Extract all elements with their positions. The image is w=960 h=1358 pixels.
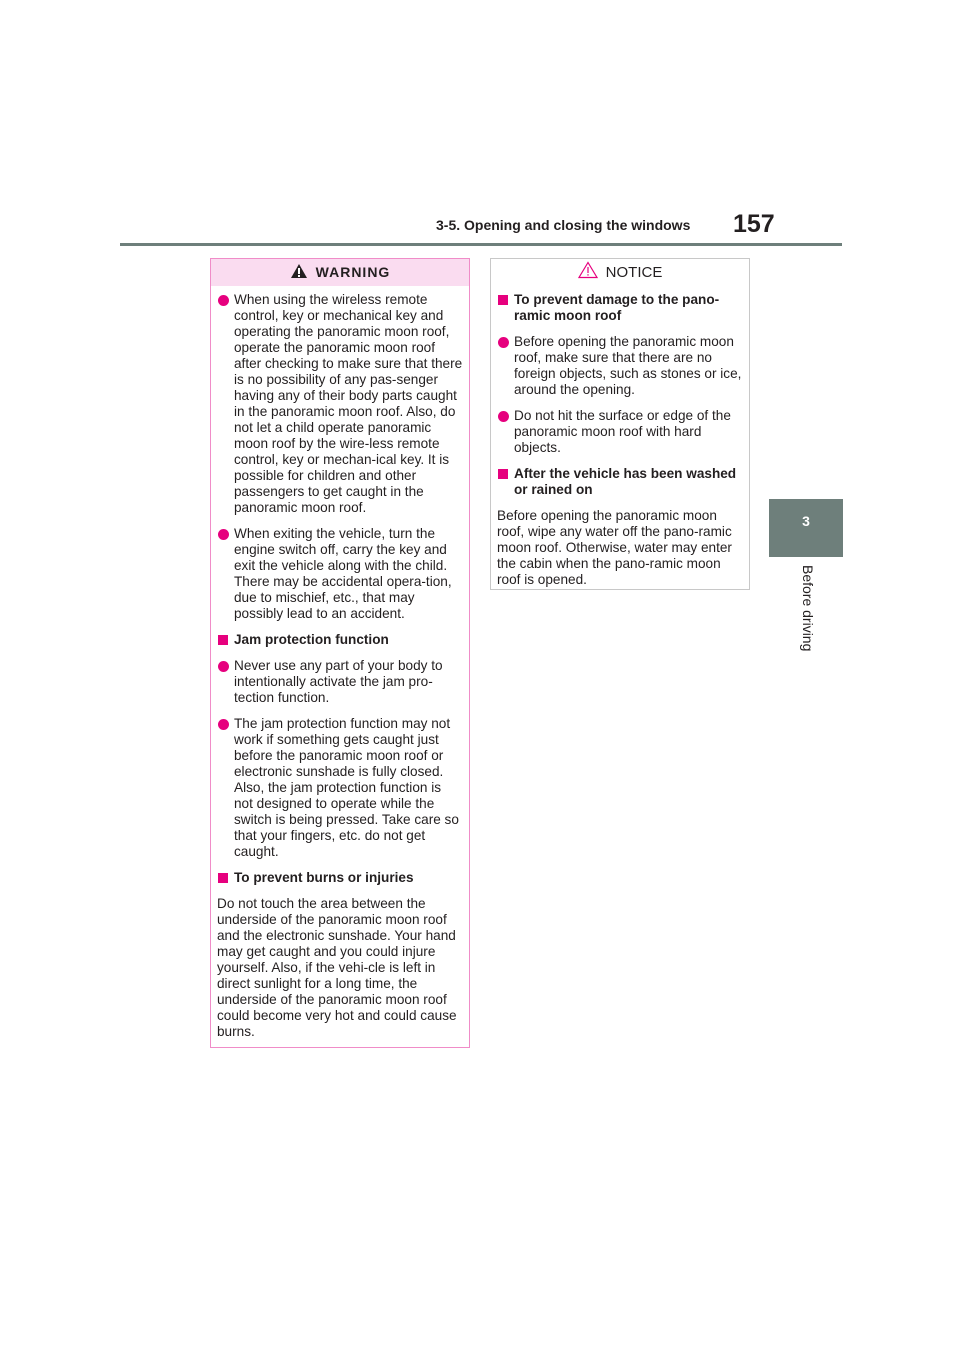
warning-item: [217, 526, 463, 622]
bullet-icon: [218, 295, 229, 306]
bullet-icon: [218, 529, 229, 540]
washed-heading-text: After the vehicle has been washed or rained on: [514, 466, 737, 497]
warning-box: [210, 258, 470, 1048]
damage-item-text: Before opening the panoramic moon roof, make sure that there are no foreign objects, such as stones or ice, around the opening.: [514, 334, 742, 397]
bullet-icon: [218, 719, 229, 730]
jam-item-text: The jam protection function may not work if something gets caught just before the panoramic moon roof or electronic sunshade is fully closed. Also, the jam protection function is not designed to operate while the switch is being pressed. Take care so that your fingers, etc. do not get caught.: [234, 716, 459, 859]
bullet-icon: [218, 661, 229, 672]
jam-item: [217, 716, 463, 860]
washed-heading: [497, 466, 743, 498]
burns-heading: [217, 870, 463, 886]
warning-item-text: When using the wireless remote control, key or mechanical key and operating the panoramic moon roof, operate the panoramic moon roof after checking to make sure that there is no possibility of any pas-senger having any of their body parts caught in the panoramic moon roof. Also, do not let a child operate panoramic moon roof by the wire-less remote control, key or mechan-ical key. It is possible for children and other passengers to get caught in the panoramic moon roof.: [234, 292, 463, 515]
square-bullet-icon: [218, 873, 228, 883]
notice-header: [491, 259, 749, 286]
square-bullet-icon: [498, 469, 508, 479]
notice-title: NOTICE: [605, 264, 663, 281]
caution-triangle-icon: [578, 261, 598, 288]
damage-heading-text: To prevent damage to the pano-ramic moon roof: [514, 292, 720, 323]
warning-body: [211, 286, 469, 1040]
notice-body: [491, 286, 749, 588]
warning-triangle-icon: [290, 261, 308, 288]
damage-item: [497, 334, 743, 398]
section-title: 3-5. Opening and closing the windows: [436, 217, 691, 233]
page-number: 157: [733, 210, 775, 238]
warning-title: WARNING: [315, 264, 391, 280]
warning-header: [211, 259, 469, 286]
square-bullet-icon: [498, 295, 508, 305]
warning-item-text: When exiting the vehicle, turn the engine switch off, carry the key and exit the vehicle along with the child. There may be accidental opera-tion, due to mischief, etc., that may possibly lead to an accident.: [234, 526, 452, 621]
burns-paragraph: Do not touch the area between the underside of the panoramic moon roof and the electronic sunshade. Your hand may get caught and you could injure yourself. Also, if the vehi-cle is left in direct sunlight for a long time, the underside of the panoramic moon roof could become very hot and could cause burns.: [217, 896, 457, 1039]
washed-paragraph: Before opening the panoramic moon roof, wipe any water off the pano-ramic moon roof. Otherwise, water may enter the cabin when the pano-ramic moon roof is opened.: [497, 508, 732, 587]
header-rule: [120, 243, 842, 246]
jam-item: [217, 658, 463, 706]
bullet-icon: [498, 337, 509, 348]
jam-heading-text: Jam protection function: [234, 632, 389, 647]
burns-heading-text: To prevent burns or injuries: [234, 870, 414, 885]
jam-item-text: Never use any part of your body to intentionally activate the jam pro-tection function.: [234, 658, 443, 705]
notice-box: [490, 258, 750, 590]
chapter-number: 3: [802, 513, 810, 529]
damage-item: [497, 408, 743, 456]
damage-heading: [497, 292, 743, 324]
jam-protection-heading: [217, 632, 463, 648]
chapter-label: Before driving: [800, 565, 816, 652]
chapter-tab: [769, 499, 843, 557]
square-bullet-icon: [218, 635, 228, 645]
bullet-icon: [498, 411, 509, 422]
damage-item-text: Do not hit the surface or edge of the panoramic moon roof with hard objects.: [514, 408, 731, 455]
warning-item: [217, 292, 463, 516]
